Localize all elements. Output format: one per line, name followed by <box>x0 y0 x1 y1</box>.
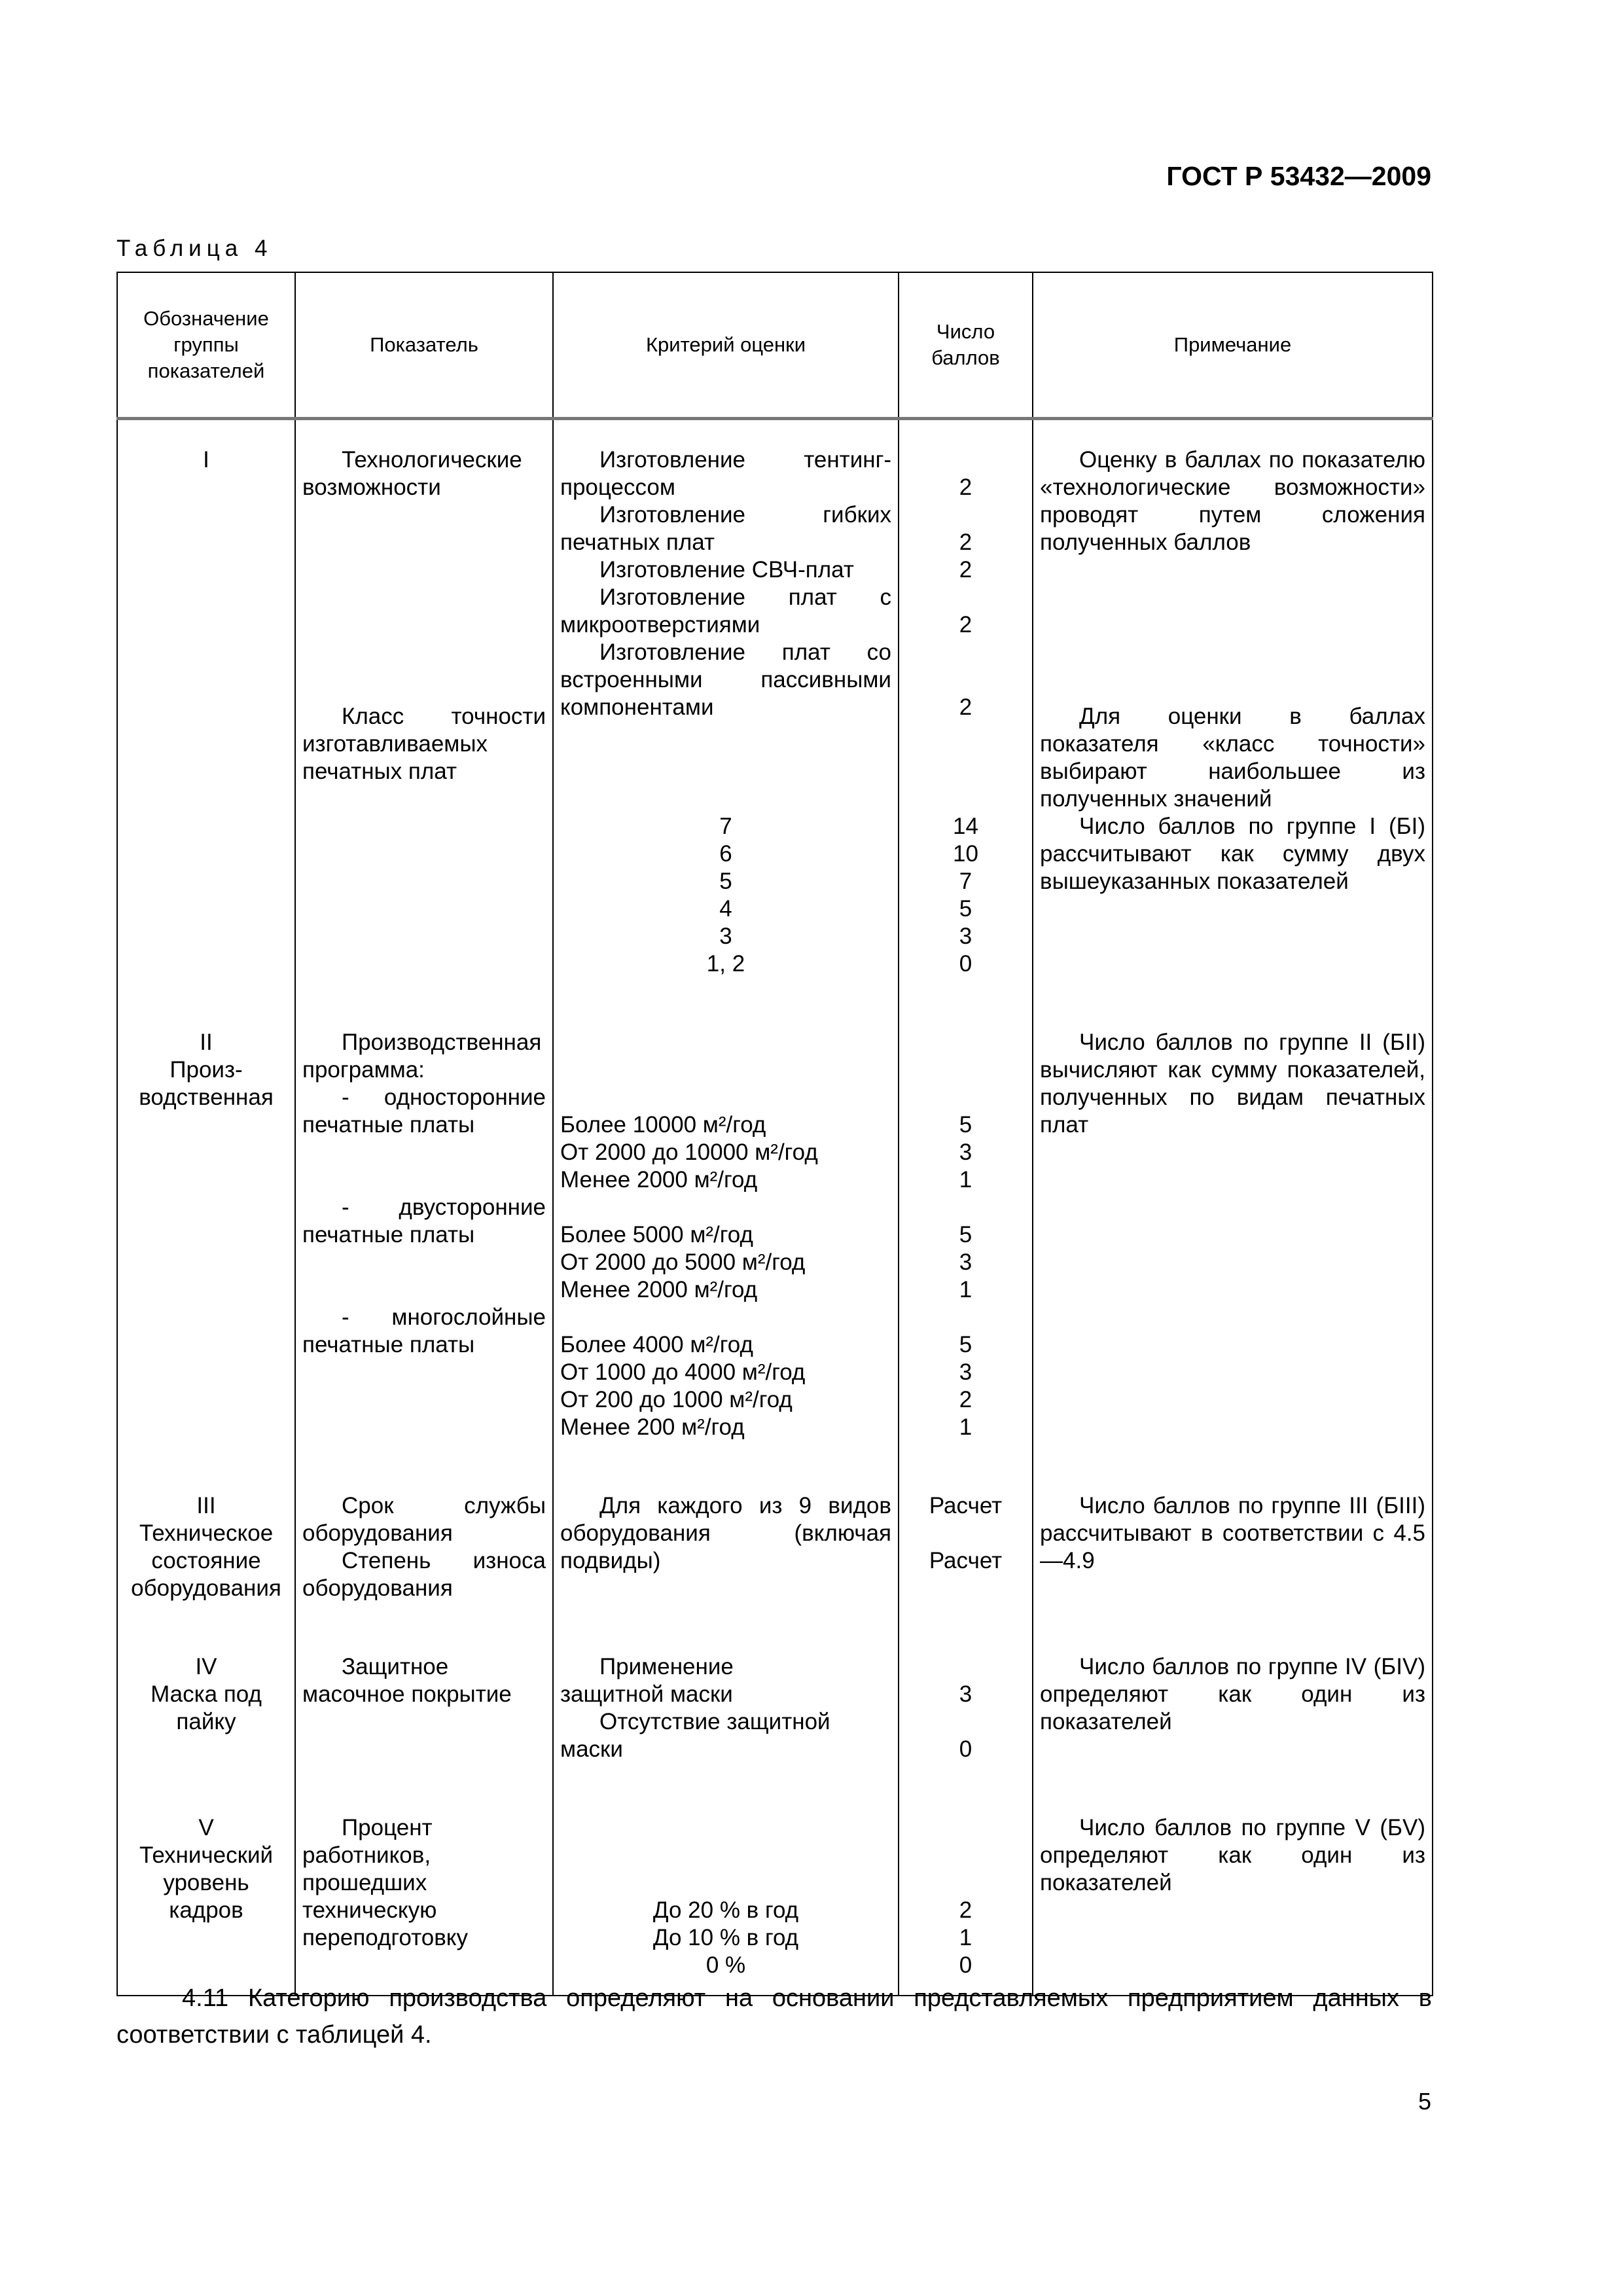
criterion: От 200 до 1000 м²/год <box>560 1387 793 1412</box>
points-value: 2 <box>959 1387 972 1412</box>
points-value: 0 <box>959 951 972 977</box>
indicator-cell <box>295 1792 553 1996</box>
points-value: 3 <box>959 1249 972 1275</box>
points-value: 1 <box>959 1925 972 1950</box>
indicator-cell <box>295 1470 553 1631</box>
criterion: 1, 2 <box>706 951 745 977</box>
criterion: Изготовление гибких печатных плат <box>560 502 891 555</box>
points-value: 3 <box>959 1359 972 1385</box>
points-value: 1 <box>959 1277 972 1302</box>
points-value: 2 <box>959 557 972 583</box>
criterion: До 20 % в год <box>652 1897 799 1923</box>
group-id: V <box>198 1815 214 1840</box>
header-indicator: Показатель <box>295 272 553 419</box>
points-cell <box>899 419 1033 1007</box>
group-name: Произ-водственная <box>139 1057 274 1110</box>
criteria-cell <box>553 1792 899 1996</box>
points-value: Расчет <box>929 1493 1003 1518</box>
indicator: Класс точности изготавливаемых печатных плат <box>302 704 546 784</box>
points-value: 5 <box>959 896 972 922</box>
group-cell <box>117 1007 295 1470</box>
criterion: 0 % <box>705 1952 746 1978</box>
criterion: 6 <box>719 841 732 867</box>
criterion: 5 <box>719 869 732 894</box>
indicator-cell <box>295 1007 553 1470</box>
criterion: Более 4000 м²/год <box>560 1332 753 1357</box>
group-id: III <box>196 1493 216 1518</box>
indicator: Технологические возможности <box>302 447 522 500</box>
points-value: 2 <box>959 529 972 555</box>
points-cell <box>899 1631 1033 1792</box>
group-cell <box>117 1792 295 1996</box>
header-points: Число баллов <box>899 272 1033 419</box>
points-value: 3 <box>959 1139 972 1165</box>
group-name: Маска под пайку <box>151 1681 262 1734</box>
group-id: I <box>203 447 209 473</box>
indicator-sub: - двусторонние печатные платы <box>302 1194 546 1247</box>
points-value: 3 <box>959 1681 972 1707</box>
criterion: Менее 2000 м²/год <box>560 1167 758 1193</box>
points-value: 0 <box>959 1952 972 1978</box>
criterion: Изготовление плат с микроотверстиями <box>560 584 891 637</box>
note-cell <box>1033 1007 1433 1470</box>
group-name: Техническое состояние оборудования <box>131 1520 281 1601</box>
group-cell <box>117 419 295 1007</box>
indicator-cell <box>295 1631 553 1792</box>
points-value: 2 <box>959 694 972 720</box>
page-number: 5 <box>1418 2088 1431 2115</box>
table-row <box>117 1007 1433 1470</box>
note-cell <box>1033 1470 1433 1631</box>
indicator-sub: - многослойные печатные платы <box>302 1304 546 1357</box>
indicator-cell <box>295 419 553 1007</box>
table-4 <box>116 272 1433 1996</box>
points-value: 2 <box>959 612 972 637</box>
note: Число баллов по группе II (БII) вычисляют как сумму показателей, полученных по видам печатных плат <box>1040 1030 1425 1138</box>
indicator: Степень износа оборудования <box>302 1548 546 1601</box>
criterion: До 10 % в год <box>652 1925 799 1950</box>
points-value: 0 <box>959 1736 972 1762</box>
criterion: От 2000 до 5000 м²/год <box>560 1249 806 1275</box>
points-value: 3 <box>959 924 972 949</box>
criterion: От 2000 до 10000 м²/год <box>560 1139 818 1165</box>
criterion: 7 <box>719 814 732 839</box>
points-value: 7 <box>959 869 972 894</box>
criterion: Менее 2000 м²/год <box>560 1277 758 1302</box>
criterion: Более 10000 м²/год <box>560 1112 766 1138</box>
header-group: Обозначение группы показателей <box>117 272 295 419</box>
criterion: Менее 200 м²/год <box>560 1414 745 1440</box>
note: Число баллов по группе V (БV) определяют как один из показателей <box>1040 1815 1425 1895</box>
points-value: 2 <box>959 475 972 500</box>
group-id: IV <box>195 1654 217 1679</box>
group-cell <box>117 1631 295 1792</box>
table-row <box>117 1470 1433 1631</box>
indicator-sub: - односторонние печатные платы <box>302 1085 546 1138</box>
group-name: Технический уровень кадров <box>139 1842 274 1923</box>
criterion: Отсутствие защитной маски <box>560 1709 830 1762</box>
note: Число баллов по группе I (БI) рассчитывают как сумму двух вышеуказанных показателей <box>1040 814 1425 894</box>
criterion: Для каждого из 9 видов оборудования (включая подвиды) <box>560 1493 891 1573</box>
header-criteria: Критерий оценки <box>553 272 899 419</box>
table-caption: Таблица 4 <box>116 236 273 261</box>
note-cell <box>1033 1792 1433 1996</box>
note: Число баллов по группе III (БIII) рассчитывают в соответствии с 4.5—4.9 <box>1040 1493 1425 1573</box>
criterion: Более 5000 м²/год <box>560 1222 753 1247</box>
criterion: От 1000 до 4000 м²/год <box>560 1359 806 1385</box>
note: Для оценки в баллах показателя «класс точности» выбирают наибольшее из полученных значений <box>1040 704 1425 812</box>
criteria-cell <box>553 1007 899 1470</box>
points-value: 5 <box>959 1222 972 1247</box>
points-value: Расчет <box>929 1548 1003 1573</box>
points-cell <box>899 1470 1033 1631</box>
criteria-cell <box>553 1470 899 1631</box>
criterion: Изготовление СВЧ-плат <box>599 557 854 583</box>
document-header: ГОСТ Р 53432—2009 <box>1166 161 1431 191</box>
group-id: II <box>200 1030 213 1055</box>
table-header-row <box>117 272 1433 419</box>
note-cell <box>1033 419 1433 1007</box>
criterion: Применение защитной маски <box>560 1654 734 1707</box>
paragraph-4-11: 4.11 Категорию производства определяют на основании представляемых предприятием данных в соответствии с таблицей 4. <box>116 1984 1432 2049</box>
indicator: Срок службы оборудования <box>302 1493 546 1546</box>
points-value: 1 <box>959 1414 972 1440</box>
points-value: 10 <box>953 841 978 867</box>
indicator: Защитное масочное покрытие <box>302 1654 512 1707</box>
criterion: 3 <box>719 924 732 949</box>
table-row <box>117 1631 1433 1792</box>
table-row <box>117 1792 1433 1996</box>
criterion: 4 <box>719 896 732 922</box>
note: Число баллов по группе IV (БIV) определяют как один из показателей <box>1040 1654 1425 1734</box>
points-value: 2 <box>959 1897 972 1923</box>
criteria-cell <box>553 419 899 1007</box>
header-note: Примечание <box>1033 272 1433 419</box>
points-value: 5 <box>959 1332 972 1357</box>
group-cell <box>117 1470 295 1631</box>
points-value: 5 <box>959 1112 972 1138</box>
indicator: Производственная программа: <box>302 1030 542 1083</box>
table-row <box>117 419 1433 1007</box>
points-cell <box>899 1007 1033 1470</box>
points-value: 14 <box>953 814 978 839</box>
criterion: Изготовление тентинг-процессом <box>560 447 891 500</box>
points-value: 1 <box>959 1167 972 1193</box>
indicator: Процент работников, прошедших техническую переподготовку <box>302 1815 469 1950</box>
note-cell <box>1033 1631 1433 1792</box>
criterion: Изготовление плат со встроенными пассивными компонентами <box>560 639 891 720</box>
criteria-cell <box>553 1631 899 1792</box>
points-cell <box>899 1792 1033 1996</box>
note: Оценку в баллах по показателю «технологические возможности» проводят путем сложения полученных баллов <box>1040 447 1425 555</box>
